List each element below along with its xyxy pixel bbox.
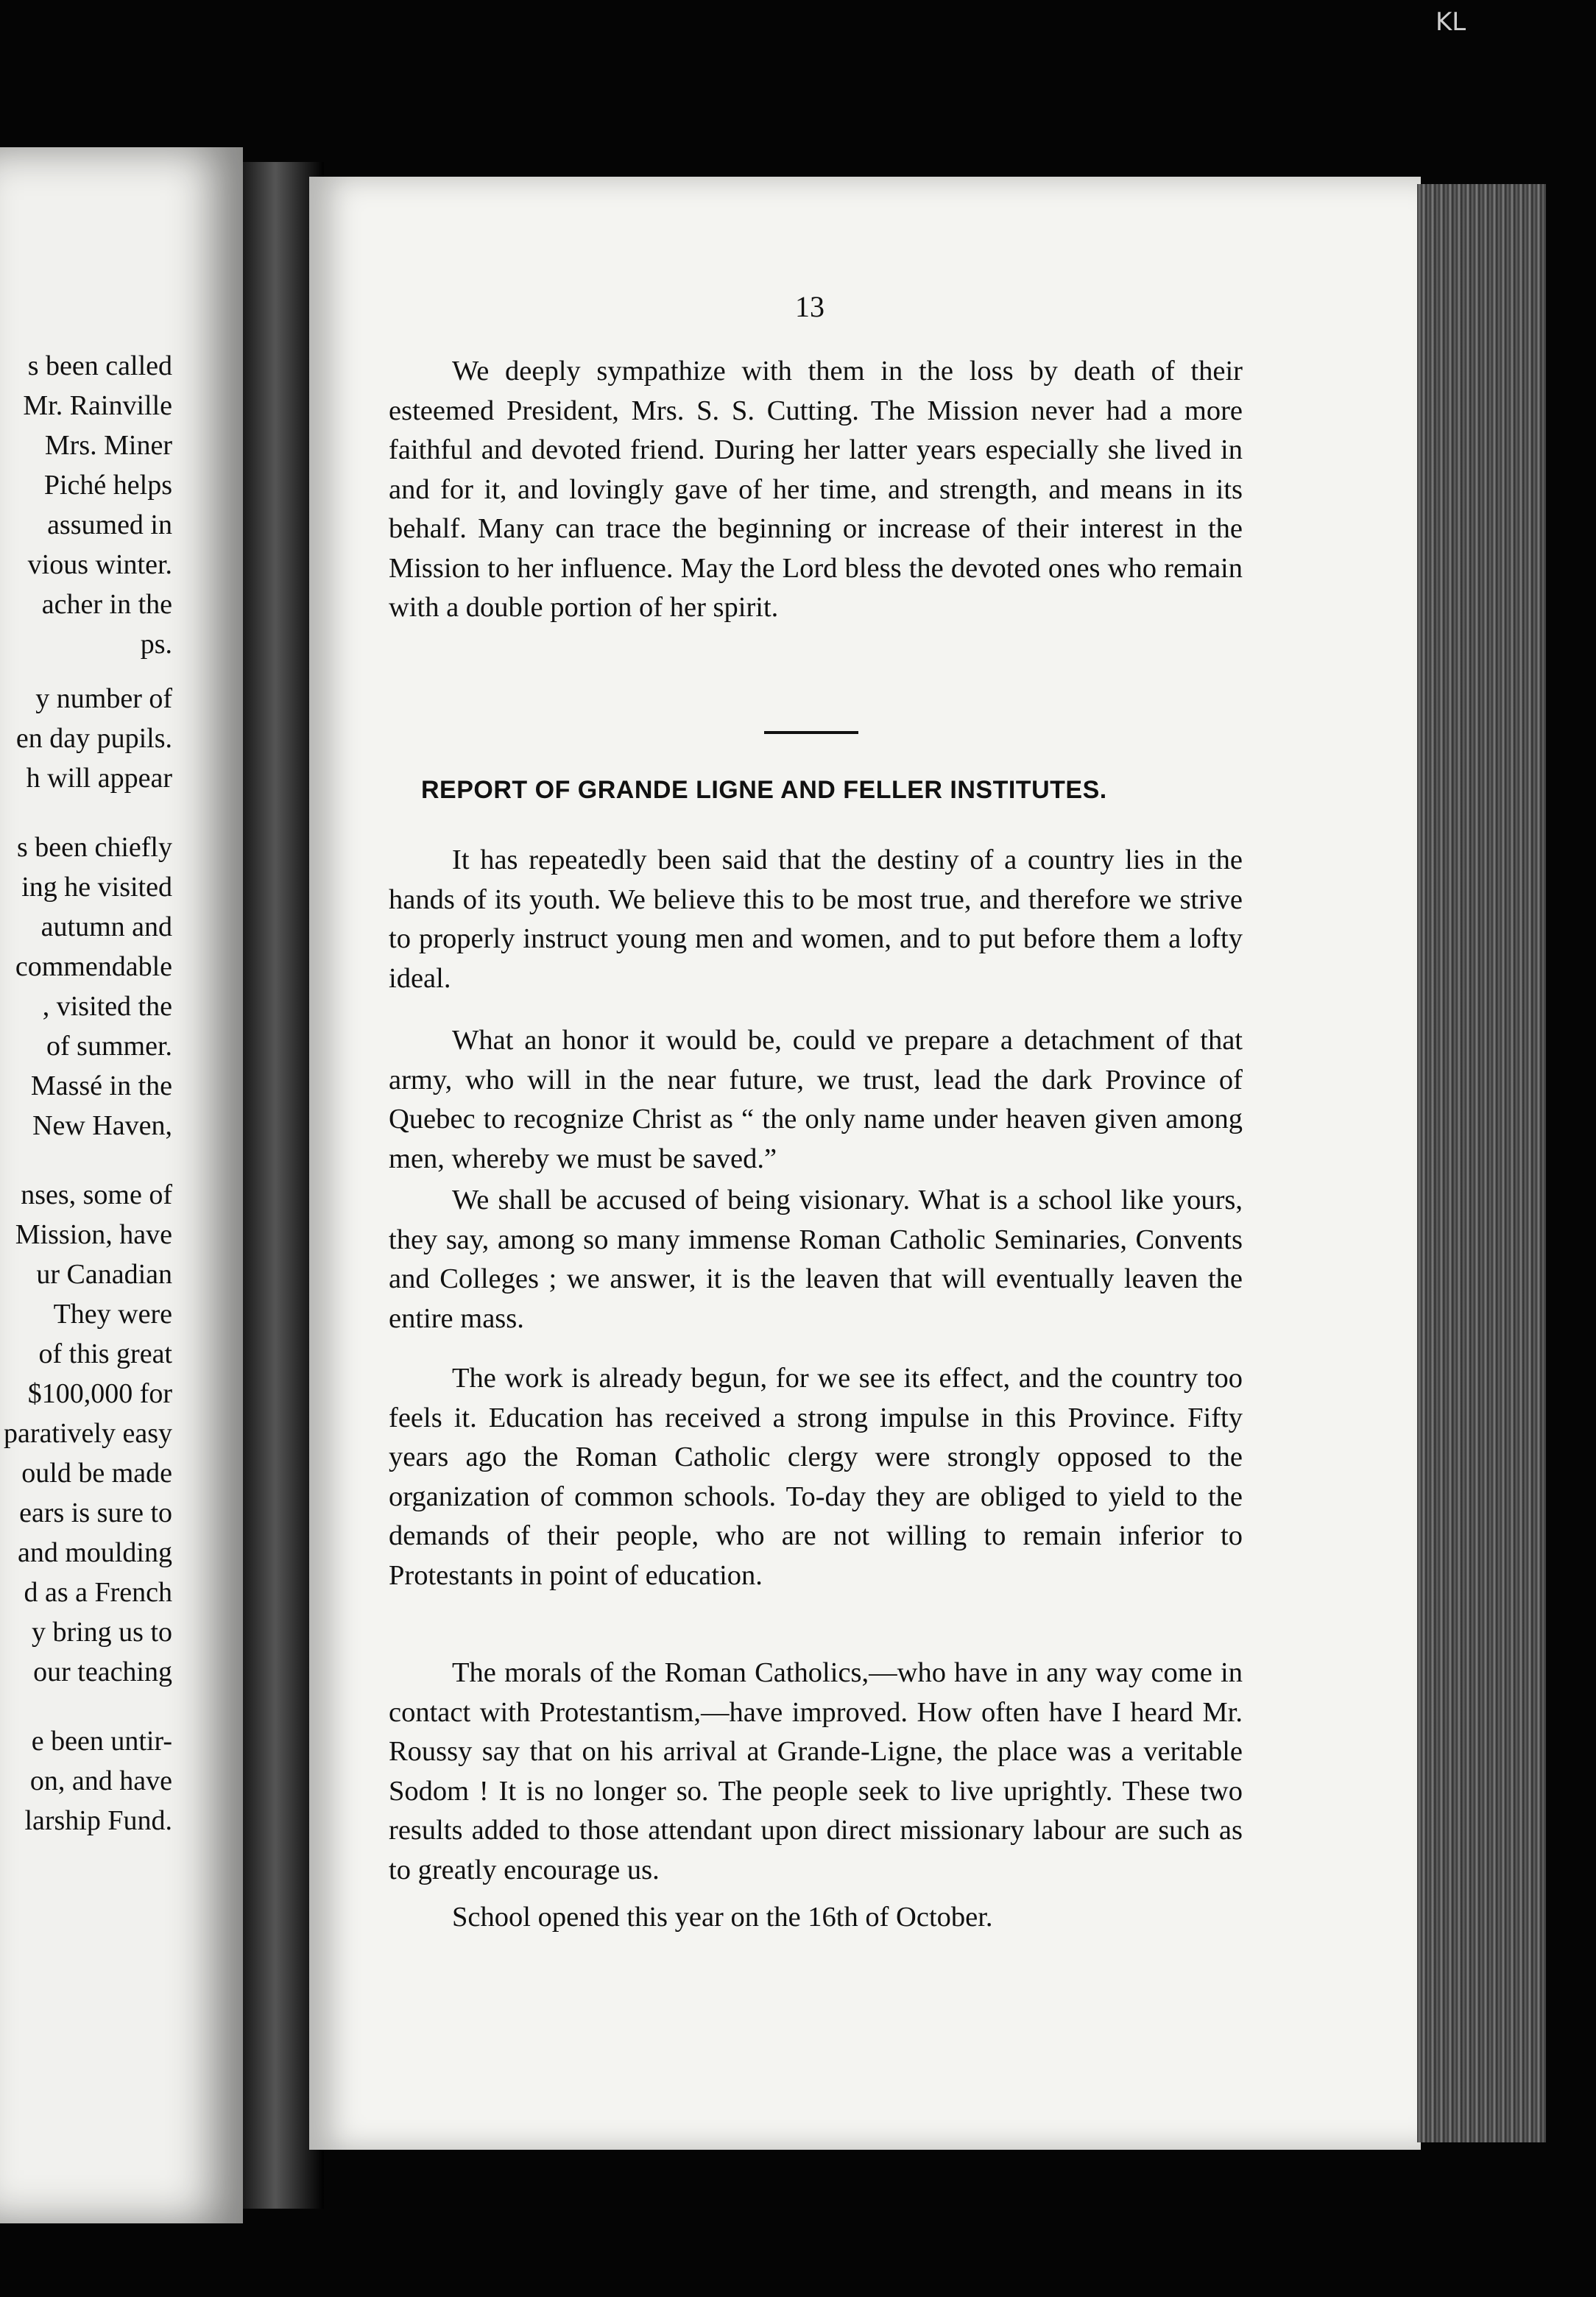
left-page-line: y bring us to — [31, 1617, 172, 1648]
left-page-line: vious winter. — [27, 549, 172, 580]
left-page-line — [0, 1160, 172, 1175]
left-page-line: our teaching — [33, 1656, 172, 1687]
left-page-line: Massé in the — [30, 1070, 172, 1101]
left-page-line: of summer. — [46, 1031, 172, 1062]
paragraph-visionary: We shall be accused of being visionary. What is a school like yours, they say, among so many immense Roman Catholic Seminaries, Convents and Colleges ; we answer, it is the leaven that will eventually leaven the entire mass. — [389, 1185, 1243, 1334]
left-page-line: Mrs. Miner — [44, 430, 172, 461]
left-page-line: $100,000 for — [27, 1378, 172, 1409]
left-page-line: ears is sure to — [19, 1497, 172, 1528]
left-page-line: Mr. Rainville — [23, 390, 172, 421]
paragraph-school-opened: School opened this year on the 16th of October. — [452, 1902, 993, 1933]
left-page-line: commendable — [15, 951, 172, 982]
left-page-line: ould be made — [21, 1458, 172, 1489]
left-page-line: Piché helps — [43, 470, 172, 501]
left-page-line: nses, some of — [21, 1179, 172, 1210]
left-page-line: h will appear — [26, 763, 172, 794]
left-page-line: larship Fund. — [24, 1805, 172, 1836]
left-page-line — [0, 664, 172, 679]
left-page-line: assumed in — [47, 509, 172, 540]
left-page-line: ps. — [140, 629, 172, 660]
left-page-line: y number of — [35, 683, 172, 714]
left-page-line: and moulding — [17, 1537, 172, 1568]
section-divider — [764, 731, 858, 734]
left-page-line: autumn and — [40, 911, 172, 942]
paragraph-sympathy: We deeply sympathize with them in the loss by death of their esteemed President, Mrs. S. S. Cutting. The Mission never had a more faithful and devoted friend. During her latter years especially she lived in and for it, and lovingly gave of her time, and strength, and means in its behalf. Many can trace the beginning or increase of their interest in the Mission to her influence. May the Lord bless the devoted ones who remain with a double portion of her spirit. — [389, 356, 1243, 623]
page-number: 13 — [795, 290, 825, 323]
left-page-line: of this great — [38, 1338, 172, 1369]
left-page-line: on, and have — [29, 1765, 172, 1796]
left-page-line: ing he visited — [21, 872, 172, 903]
left-page-line — [0, 1707, 172, 1721]
left-page-line: acher in the — [41, 589, 172, 620]
left-page-line — [0, 1146, 172, 1160]
left-page-line: s been chiefly — [16, 832, 172, 863]
left-page-line: New Haven, — [32, 1110, 172, 1141]
left-page-text — [0, 346, 172, 1841]
left-page-line: paratively easy — [4, 1418, 172, 1449]
corner-handwritten-mark: KL — [1436, 7, 1466, 37]
left-page-line: ur Canadian — [36, 1259, 172, 1290]
facing-left-page — [0, 147, 243, 2223]
section-heading: REPORT OF GRANDE LIGNE AND FELLER INSTITUTES. — [421, 776, 1107, 804]
left-page-line: en day pupils. — [15, 723, 172, 754]
left-page-line: They were — [53, 1299, 172, 1330]
paragraph-honor: What an honor it would be, could ve prepare a detachment of that army, who will in the near future, we trust, lead the dark Province of Quebec to recognize Christ as “ the only name under heaven given among men, whereby we must be saved.” — [389, 1025, 1243, 1174]
left-page-line — [0, 798, 172, 813]
left-page-line: s been called — [27, 350, 172, 381]
left-page-line: , visited the — [42, 991, 172, 1022]
paragraph-destiny: It has repeatedly been said that the destiny of a country lies in the hands of its youth. We believe this to be most true, and therefore we strive to properly instruct young men and women, and to put before them a lofty ideal. — [389, 844, 1243, 994]
paragraph-morals: The morals of the Roman Catholics,—who have in any way come in contact with Protestantism,—have improved. How often have I heard Mr. Roussy say that on his arrival at Grande-Ligne, the place was a veritable Sodom ! It is no longer so. The people seek to live uprightly. These two results added to those attendant upon direct missionary labour are such as to greatly encourage us. — [389, 1657, 1243, 1885]
left-page-line: d as a French — [24, 1577, 172, 1608]
left-page-line — [0, 813, 172, 828]
left-page-line — [0, 1692, 172, 1707]
left-page-line: Mission, have — [15, 1219, 172, 1250]
paragraph-work-begun: The work is already begun, for we see its effect, and the country too feels it. Education has received a strong impulse in this Province. Fifty years ago the Roman Catholic clergy were strongly opposed to the organization of common schools. To-day they are obliged to yield to the demands of their people, who are not willing to remain inferior to Protestants in point of education. — [389, 1363, 1243, 1591]
page-edges — [1417, 184, 1546, 2142]
left-page-line: e been untir- — [31, 1726, 172, 1757]
